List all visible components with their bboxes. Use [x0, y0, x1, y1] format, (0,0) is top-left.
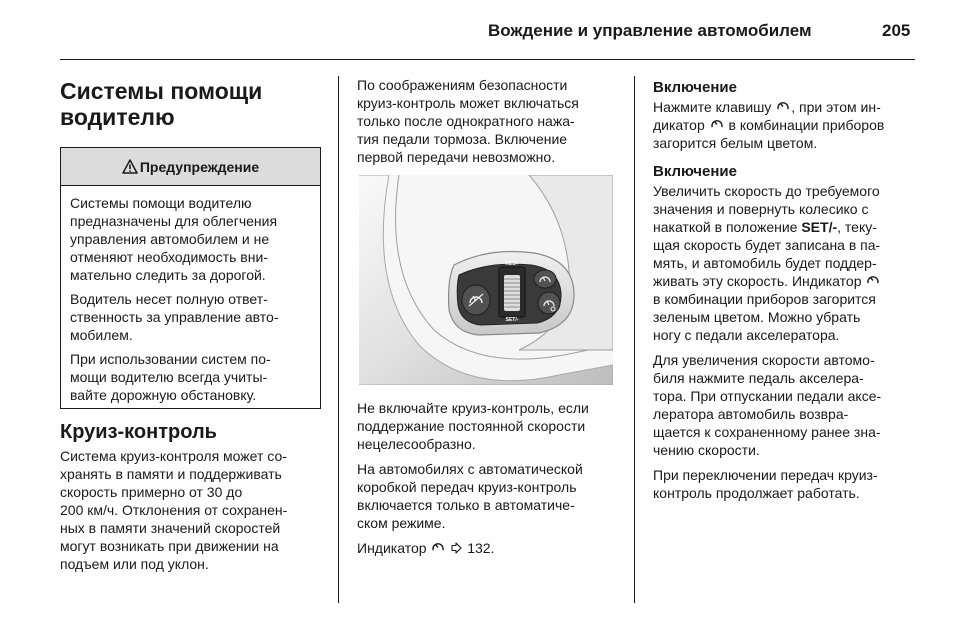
indicator-page-link[interactable]: 132.	[467, 540, 495, 556]
column-divider-1	[338, 76, 339, 603]
set-minus-inline: SET/-	[801, 219, 838, 235]
warning-header	[61, 148, 320, 186]
warning-paragraph-3: При использовании систем по- мощи водителю всегда учиты- вайте дорожную обстановку.	[70, 351, 271, 403]
running-header-title: Вождение и управление автомобилем	[488, 21, 812, 40]
section-heading-driver-assistance: Системы помощи водителю	[60, 78, 263, 130]
warning-paragraph-1: Системы помощи водителю предназначены для облегчения управления автомобилем и не отменяют необходимость вни- мательно следить за дорогой.	[70, 195, 278, 283]
advice-paragraph: Не включайте круиз-контроль, если поддержание постоянной скорости нецелесообразно.	[357, 400, 589, 452]
warning-triangle-icon	[122, 159, 138, 174]
cruise-control-icon	[431, 540, 445, 554]
automatic-gearbox-paragraph: На автомобилях с автоматической коробкой передач круиз-контроль включается только в автоматиче- ском режиме.	[357, 461, 583, 531]
header-rule	[60, 59, 915, 60]
cruise-control-icon	[866, 273, 880, 287]
res-plus-label: RES+	[505, 261, 519, 267]
column-1	[60, 78, 322, 130]
column-3	[653, 78, 923, 509]
steering-wheel-illustration	[359, 175, 613, 385]
cruise-control-intro: Система круиз-контроля может со- хранять в памяти и поддерживать скорость примерно от 30 до 200 км/ч. Отклонения от сохранен- ных в памяти значений скоростей могут возникать при движении на подъем или под уклон.	[60, 448, 288, 572]
indicator-reference: Индикатор 132.	[357, 540, 495, 556]
warning-body	[61, 186, 320, 404]
column-2-top	[357, 76, 625, 173]
column-divider-2	[634, 76, 635, 603]
switch-on-paragraph: Нажмите клавишу , при этом ин- дикатор в комбинации приборов загорится белым цветом.	[653, 99, 885, 151]
column-2-bottom	[357, 399, 627, 564]
cruise-control-icon	[710, 117, 724, 131]
activation-paragraph: Увеличить скорость до требуемого значения и повернуть колесико с накаткой в положение SET/-, теку- щая скорость будет записана в па- мять, и автомобиль будет поддер- живать эту скорость. Индикатор в комбинации приборов загорится зеленым цветом. Можно убрать ногу с педали акселератора.	[653, 183, 881, 343]
gear-change-paragraph: При переключении передач круиз- контроль продолжает работать.	[653, 467, 878, 501]
cruise-control-icon	[776, 99, 790, 113]
switch-on-heading: Включение	[653, 79, 737, 96]
cruise-control-section	[60, 420, 330, 580]
steering-wheel-drawing	[359, 175, 613, 385]
warning-paragraph-2: Водитель несет полную ответ- ственность за управление авто- мобилем.	[70, 291, 279, 343]
activation-heading: Включение	[653, 163, 737, 180]
warning-box	[60, 147, 321, 409]
warning-title: Предупреждение	[139, 158, 260, 175]
set-minus-label: SET/-	[505, 317, 519, 323]
page-number: 205	[882, 21, 911, 40]
accelerate-paragraph: Для увеличения скорости автомо- биля нажмите педаль акселера- тора. При отпускании педали аксе- лератора автомобиль возвра- щается к сохраненному ранее зна- чению скорости.	[653, 352, 882, 458]
cruise-control-heading: Круиз-контроль	[60, 421, 217, 443]
page-reference-arrow-icon	[451, 542, 462, 554]
safety-paragraph: По соображениям безопасности круиз-контроль может включаться только после однократного нажа- тия педали тормоза. Включение первой передачи невозможно.	[357, 77, 579, 165]
